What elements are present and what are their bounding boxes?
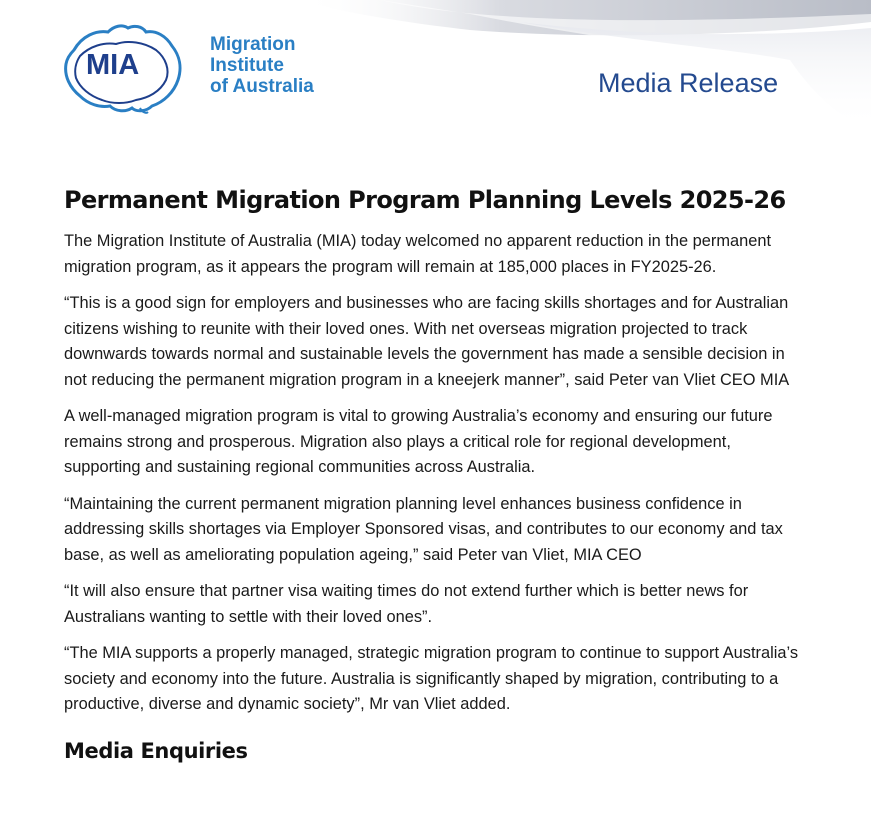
- logo-organization-name: [210, 34, 314, 97]
- paragraph-quote-strategy: “The MIA supports a properly managed, strategic migration program to continue to support Australia’s society and economy into the future. Australia is significantly shaped by migration, contributing to a productive, diverse and dynamic society”, Mr van Vliet added.: [64, 644, 799, 713]
- paragraph-economy: A well-managed migration program is vital to growing Australia’s economy and ensuring our future remains strong and prosperous. Migration also plays a critical role for regional development, supporting and sustaining regional communities across Australia.: [64, 407, 773, 476]
- logo-name-line-2: Institute: [210, 55, 284, 76]
- paragraph-intro: The Migration Institute of Australia (MIA) today welcomed no apparent reduction in the permanent migration program, as it appears the program will remain at 185,000 places in FY2025-26.: [64, 232, 771, 276]
- logo-name-line-1: Migration: [210, 34, 296, 55]
- logo-acronym: MIA: [86, 49, 140, 81]
- paragraph-quote-business: “Maintaining the current permanent migration planning level enhances business confidence in addressing skills shortages via Employer Sponsored visas, and contributes to our economy and tax base, as well as ameliorating population ageing,” said Peter van Vliet, MIA CEO: [64, 494, 783, 564]
- media-release-label: Media Release: [598, 68, 779, 98]
- logo-name-line-3: of Australia: [210, 76, 314, 97]
- paragraph-quote-ceo: “This is a good sign for employers and businesses who are facing skills shortages and for Australian citizens wishing to reunite with their loved ones. With net overseas migration projected to track downwards towards normal and sustainable levels the government has made a sensible decision in not reducing the permanent migration program in a kneejerk manner”, said Peter van Vliet CEO MIA: [64, 294, 790, 389]
- document-body: [64, 183, 804, 766]
- media-enquiries-heading: Media Enquiries: [64, 738, 248, 763]
- paragraph-quote-partner-visa: “It will also ensure that partner visa waiting times do not extend further which is better news for Australians wanting to settle with their loved ones”.: [64, 582, 749, 626]
- mia-logo: [56, 22, 356, 114]
- document-title: Permanent Migration Program Planning Levels 2025-26: [64, 186, 786, 214]
